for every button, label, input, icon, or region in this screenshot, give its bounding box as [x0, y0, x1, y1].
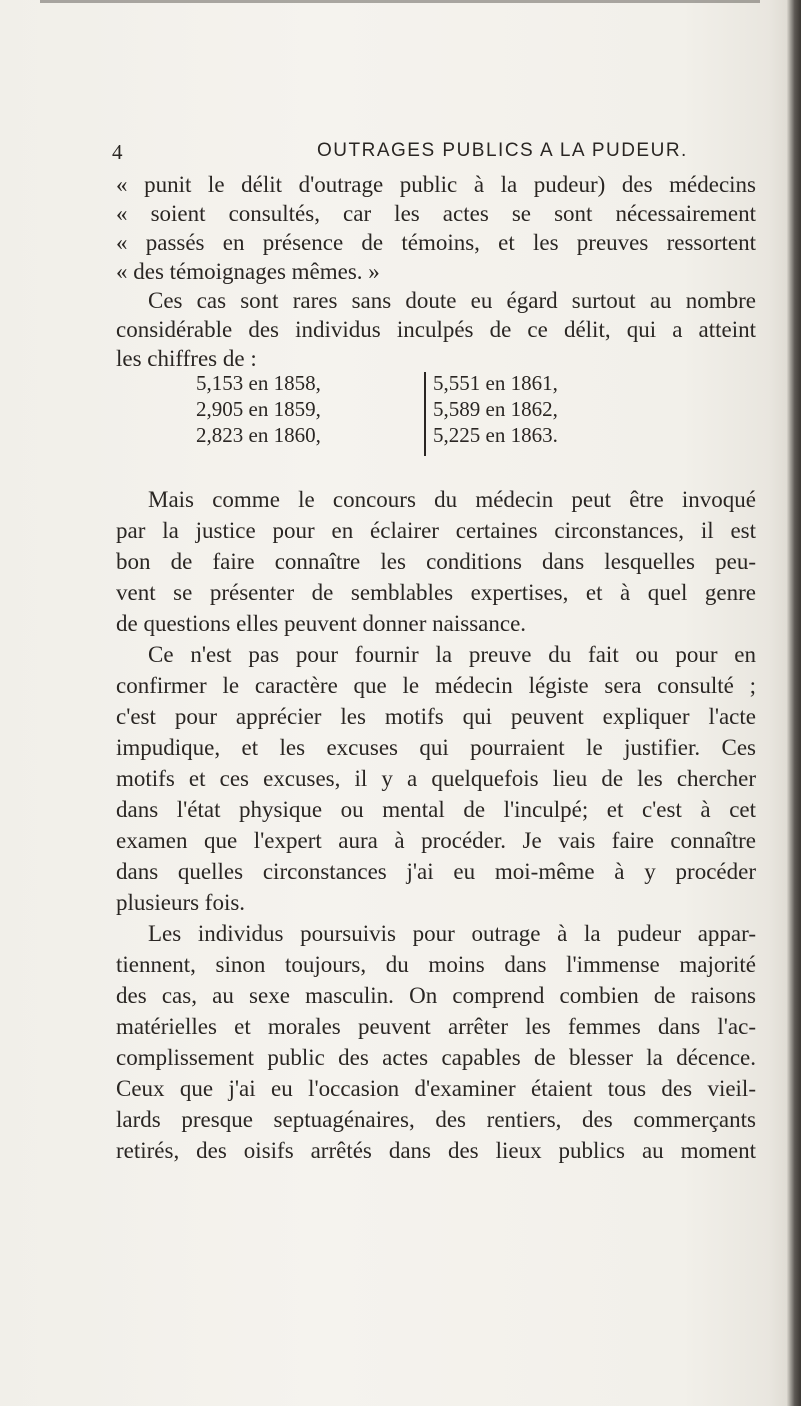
- paragraph-line: Ceux que j'ai eu l'occasion d'examiner étaient tous des vieil-: [116, 1076, 756, 1101]
- paragraph-line: Ce n'est pas pour fournir la preuve du fait ou pour en: [148, 642, 756, 667]
- paragraph-line: dans l'état physique ou mental de l'inculpé; et c'est à cet: [116, 797, 756, 822]
- paragraph-line: par la justice pour en éclairer certaines circonstances, il est: [116, 518, 756, 543]
- paragraph-line: confirmer le caractère que le médecin légiste sera consulté ;: [116, 673, 756, 698]
- statistics-table: [196, 370, 666, 460]
- paragraph-line: examen que l'expert aura à procéder. Je vais faire connaître: [116, 828, 756, 853]
- statistics-column-right: [433, 370, 558, 448]
- paragraph-line: de questions elles peuvent donner naissance.: [116, 611, 527, 636]
- statistics-entry: 5,153 en 1858,: [196, 371, 321, 395]
- paragraph-line: des cas, au sexe masculin. On comprend combien de raisons: [116, 983, 756, 1008]
- quote-line: « des témoignages mêmes. »: [116, 259, 380, 284]
- column-divider: [424, 372, 426, 456]
- page-number: 4: [112, 140, 124, 164]
- statistics-entry: 2,905 en 1859,: [196, 397, 321, 421]
- paragraph-line: c'est pour apprécier les motifs qui peuvent expliquer l'acte: [116, 704, 756, 729]
- statistics-entry: 5,589 en 1862,: [433, 397, 558, 421]
- paragraph-line: Ces cas sont rares sans doute eu égard surtout au nombre: [148, 288, 756, 313]
- running-title: OUTRAGES PUBLICS A LA PUDEUR.: [317, 140, 688, 161]
- statistics-entry: 5,225 en 1863.: [433, 423, 558, 447]
- paragraph-line: Les individus poursuivis pour outrage à la pudeur appar-: [148, 921, 756, 946]
- paragraph-line: les chiffres de :: [116, 346, 257, 371]
- quote-line: « passés en présence de témoins, et les preuves ressortent: [116, 230, 756, 255]
- quote-and-intro: [116, 170, 756, 373]
- quote-line: « punit le délit d'outrage public à la pudeur) des médecins: [116, 172, 756, 197]
- statistics-entry: 2,823 en 1860,: [196, 423, 321, 447]
- paragraph-line: lards presque septuagénaires, des rentiers, des commerçants: [116, 1107, 756, 1132]
- running-header: [112, 140, 752, 172]
- paragraph-line: motifs et ces excuses, il y a quelquefois lieu de les chercher: [116, 766, 756, 791]
- quote-line: « soient consultés, car les actes se sont nécessairement: [116, 201, 756, 226]
- paragraph-line: vent se présenter de semblables expertises, et à quel genre: [116, 580, 756, 605]
- paragraph-line: plusieurs fois.: [116, 890, 246, 915]
- statistics-entry: 5,551 en 1861,: [433, 371, 558, 395]
- paragraph-line: retirés, des oisifs arrêtés dans des lieux publics au moment: [116, 1138, 756, 1163]
- top-edge-shadow: [40, 0, 760, 9]
- paragraph-line: bon de faire connaître les conditions dans lesquelles peu-: [116, 549, 756, 574]
- paragraph-line: Mais comme le concours du médecin peut être invoqué: [148, 487, 756, 512]
- page-binding-edge: [787, 0, 801, 1406]
- statistics-column-left: [196, 370, 321, 448]
- paragraph-line: considérable des individus inculpés de ce délit, qui a atteint: [116, 317, 756, 342]
- paragraph-line: dans quelles circonstances j'ai eu moi-même à y procéder: [116, 859, 756, 884]
- paragraph-line: impudique, et les excuses qui pourraient le justifier. Ces: [116, 735, 756, 760]
- paragraph-line: complissement public des actes capables de blesser la décence.: [116, 1045, 756, 1070]
- paragraph-line: tiennent, sinon toujours, du moins dans l'immense majorité: [116, 952, 756, 977]
- body-text: [116, 484, 756, 1166]
- paragraph-line: matérielles et morales peuvent arrêter les femmes dans l'ac-: [116, 1014, 756, 1039]
